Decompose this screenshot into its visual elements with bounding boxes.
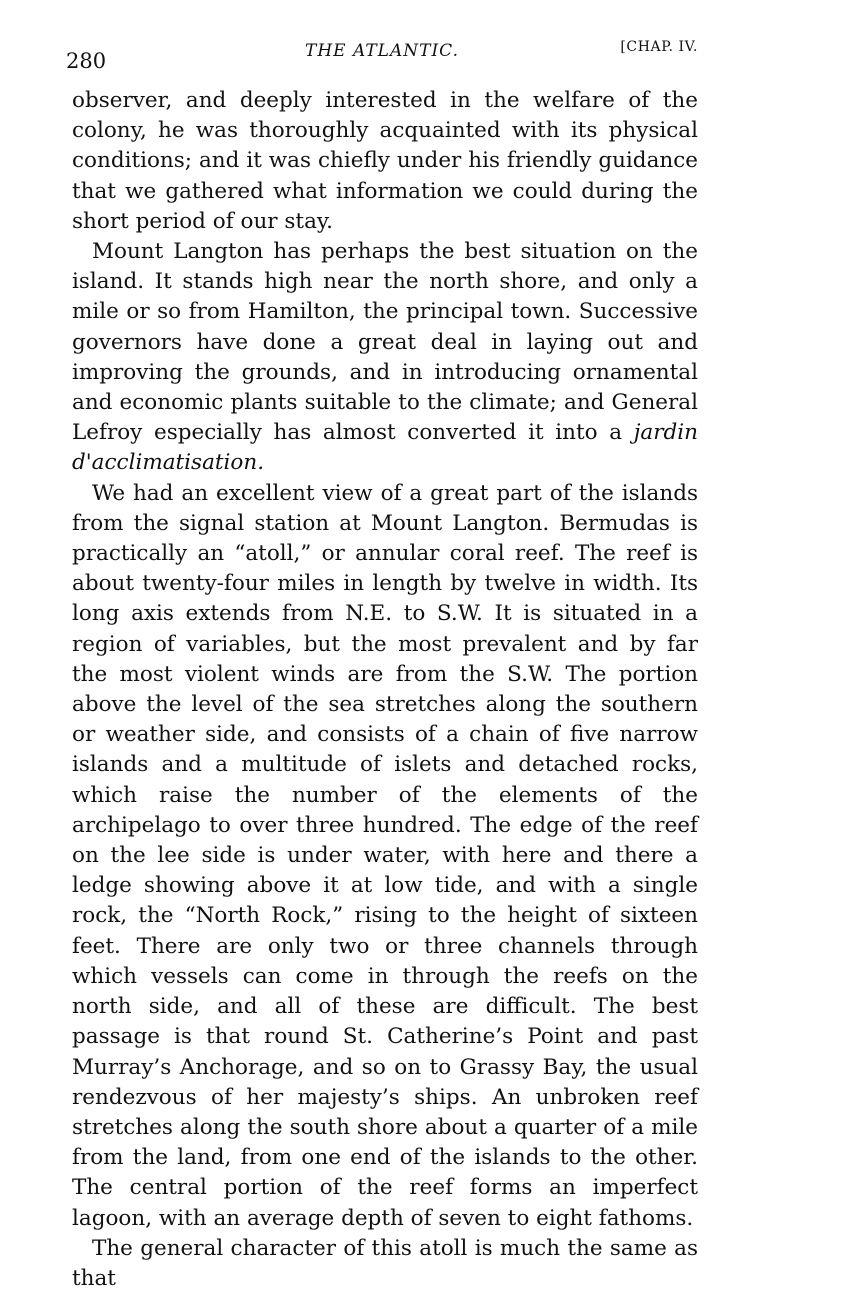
running-title: THE ATLANTIC. — [305, 41, 459, 61]
paragraph-general-character: The general character of this atoll is much the same as that — [72, 1235, 698, 1291]
chapter-reference: [CHAP. IV. — [620, 39, 698, 55]
paragraph-continuation: observer, and deeply interested in the welfare of the colony, he was thoroughly acquainted with its physical conditions; and it was chiefly under his friendly guidance that we gathered what information we could during the short period of our stay. — [72, 88, 698, 234]
page-number: 280 — [66, 49, 107, 73]
running-head — [66, 34, 698, 74]
body-text — [72, 86, 698, 1294]
paragraph-atoll-description: We had an excellent view of a great part of the islands from the signal station at Mount Langton. Bermudas is practically an “atoll,” or annular coral reef. The reef is about twenty-four miles in length by twelve in width. Its long axis extends from N.E. to S.W. It is situated in a region of variables, but the most prevalent and by far the most violent winds are from the S.W. The portion above the level of the sea stretches along the southern or weather side, and consists of a chain of five narrow islands and a multitude of islets and detached rocks, which raise the number of the elements of the archipelago to over three hundred. The edge of the reef on the lee side is under water, with here and there a ledge showing above it at low tide, and with a single rock, the “North Rock,” rising to the height of sixteen feet. There are only two or three channels through which vessels can come in through the reefs on the north side, and all of these are difficult. The best passage is that round St. Catherine’s Point and past Murray’s Anchorage, and so on to Grassy Bay, the usual rendezvous of her majesty’s ships. An unbroken reef stretches along the south shore about a quarter of a mile from the land, from one end of the islands to the other. The central portion of the reef forms an imperfect lagoon, with an average depth of seven to eight fathoms. — [72, 480, 698, 1231]
paragraph-mount-langton-text: Mount Langton has perhaps the best situation on the island. It stands high near the north shore, and only a mile or so from Hamilton, the principal town. Successive governors have done a great deal in laying out and improving the grounds, and in introducing ornamental and economic plants suitable to the climate; and General Lefroy especially has almost converted it into a — [72, 239, 698, 446]
paragraph-mount-langton — [72, 237, 698, 479]
italic-phrase: jardin d'acclimatisation. — [72, 420, 698, 476]
